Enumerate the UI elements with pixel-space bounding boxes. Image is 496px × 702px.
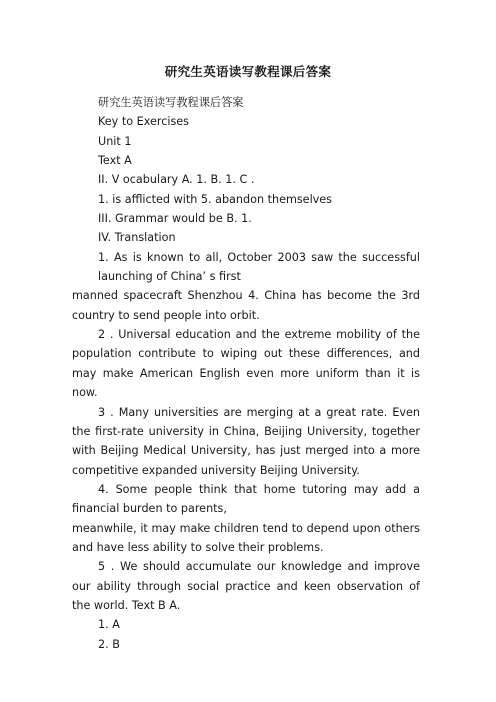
- text-line: Key to Exercises: [98, 115, 190, 129]
- answer-item: 2. B: [98, 637, 120, 651]
- paragraph-3: [72, 403, 420, 480]
- paragraph-1-rest: manned spacecraft Shenzhou 4. China has become the 3rd country to send people into orbit.: [72, 289, 420, 322]
- paragraph-1-first: 1. As is known to all, October 2003 saw the successful launching of China’ s first: [98, 250, 420, 284]
- answer-item: 1. A: [98, 618, 120, 632]
- paragraph-2: [72, 325, 420, 402]
- paragraph-4-first: 4. Some people think that home tutoring may add a financial burden to parents,: [72, 482, 420, 516]
- page-title: 研究生英语读写教程课后答案: [164, 64, 332, 79]
- document-body: [72, 93, 420, 654]
- paragraph-4: [72, 480, 420, 557]
- text-line: III. Grammar would be B. 1.: [98, 212, 252, 226]
- paragraph-5-text: 5 . We should accumulate our knowledge and improve our ability through social practice and keen observation of the world. Text B A.: [72, 560, 420, 612]
- paragraph-2-text: 2 . Universal education and the extreme mobility of the population contribute to wiping out these differences, and may make American English even more uniform than it is now.: [72, 328, 420, 400]
- text-line: IV. Translation: [98, 231, 176, 245]
- paragraph-5: [72, 557, 420, 615]
- text-line: 研究生英语读写教程课后答案: [98, 96, 244, 109]
- paragraph-4-rest: meanwhile, it may make children tend to depend upon others and have less ability to solve their problems.: [72, 521, 420, 554]
- text-line: Text A: [98, 154, 132, 168]
- paragraph-3-text: 3 . Many universities are merging at a great rate. Even the first-rate university in China, Beijing University, together with Beijing Medical University, has just merged into a more competitive expanded university Beijing University.: [72, 405, 420, 477]
- text-line: Unit 1: [98, 134, 132, 148]
- text-line: 1. is afflicted with 5. abandon themselves: [98, 192, 333, 206]
- text-line: II. V ocabulary A. 1. B. 1. C .: [98, 173, 255, 187]
